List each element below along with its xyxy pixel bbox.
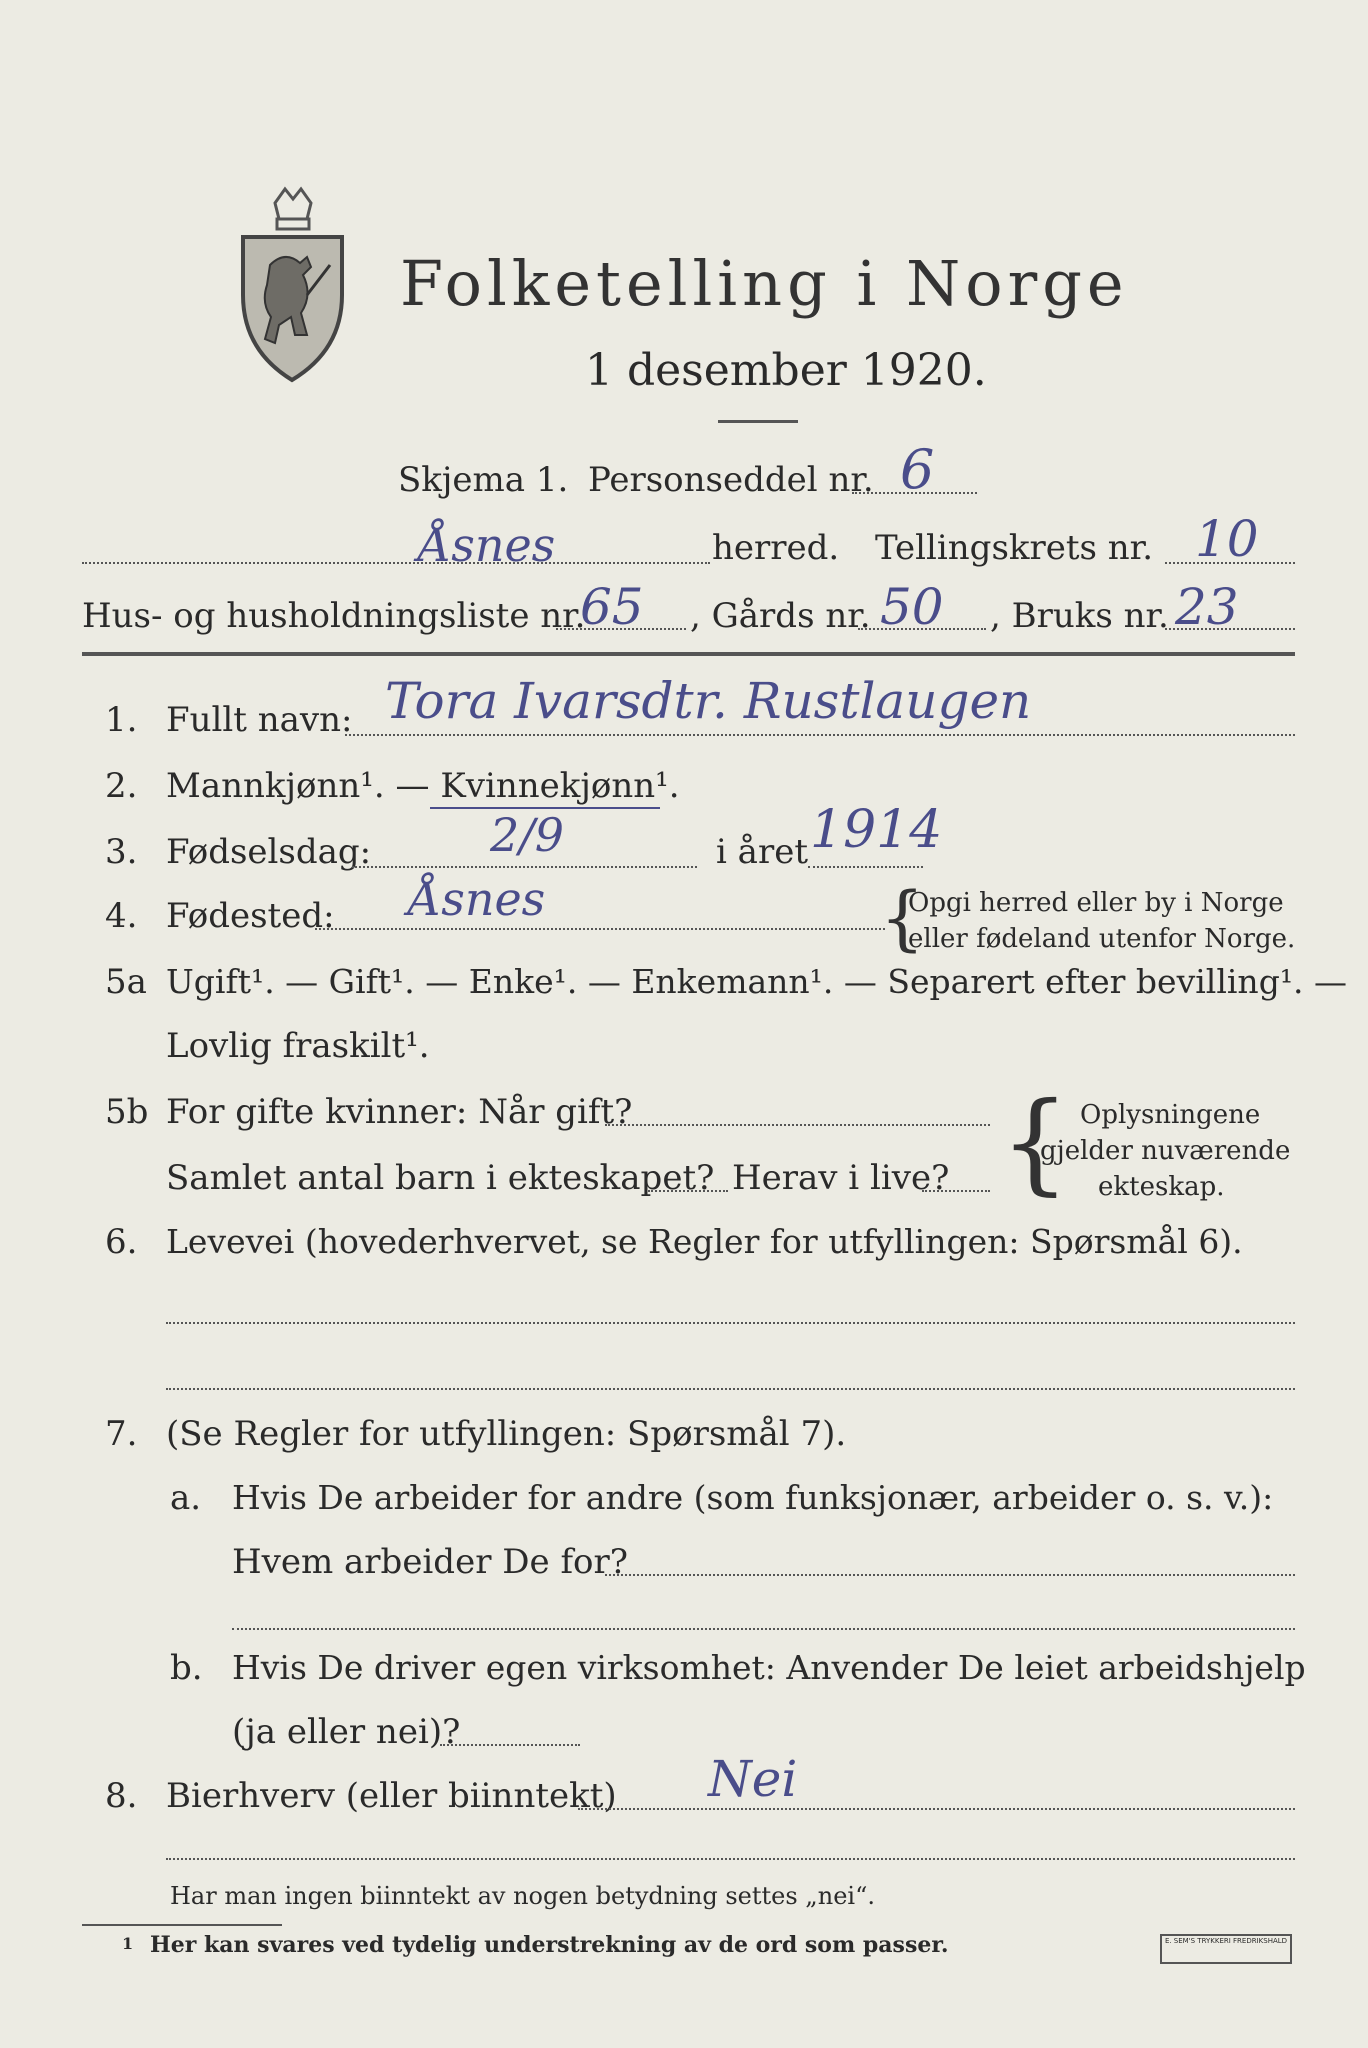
q4-line (315, 928, 885, 930)
q4-number: 4. (105, 896, 138, 936)
q6-line2 (166, 1388, 1295, 1390)
tellingskrets-label: Tellingskrets nr. (875, 528, 1154, 568)
gards-value: 50 (880, 578, 944, 636)
q5b-when-line (605, 1124, 990, 1126)
q8-line (578, 1808, 1295, 1810)
tellingskrets-value: 10 (1195, 510, 1259, 568)
footnote-mark: 1 (122, 1934, 134, 1953)
skjema-label: Skjema 1. (398, 460, 569, 500)
personseddel-label: Personseddel nr. (588, 460, 874, 500)
q3-label: Fødselsdag: (166, 832, 372, 872)
q5b-alive-line (922, 1190, 990, 1192)
q1-line (345, 734, 1295, 736)
q4-value: Åsnes (408, 872, 546, 926)
q4-note-line2: eller fødeland utenfor Norge. (908, 924, 1296, 954)
herred-line (82, 562, 710, 564)
header-divider (82, 652, 1295, 656)
q8-label: Bierhverv (eller biinntekt) (166, 1776, 617, 1816)
hus-label: Hus- og husholdningsliste nr. (82, 596, 586, 636)
q1-label: Fullt navn: (166, 700, 353, 740)
q2-label: Mannkjønn¹. — Kvinnekjønn¹. (166, 766, 680, 806)
q7-number: 7. (105, 1414, 138, 1454)
q5a-line1: Ugift¹. — Gift¹. — Enke¹. — Enkemann¹. — Separert efter bevilling¹. — (166, 962, 1348, 1001)
q3-line (352, 866, 697, 868)
q3-year-line (808, 866, 923, 868)
q7b-line1: Hvis De driver egen virksomhet: Anvender De leiet arbeidshjelp (232, 1648, 1306, 1687)
q4-note-line1: Opgi herred eller by i Norge (908, 888, 1284, 918)
q3-number: 3. (105, 832, 138, 872)
footer-note: Har man ingen biinntekt av nogen betydning settes „nei“. (170, 1882, 875, 1910)
q8-value: Nei (708, 1750, 798, 1808)
q1-number: 1. (105, 700, 138, 740)
q5a-line2: Lovlig fraskilt¹. (166, 1026, 430, 1066)
q8-number: 8. (105, 1776, 138, 1816)
q7a-letter: a. (170, 1478, 202, 1518)
norwegian-coat-of-arms-icon (235, 185, 350, 385)
census-date: 1 desember 1920. (585, 345, 987, 396)
herred-value: Åsnes (418, 518, 556, 572)
q7-label: (Se Regler for utfyllingen: Spørsmål 7). (166, 1414, 847, 1454)
q6-line1 (166, 1322, 1295, 1324)
q3-year-label: i året (716, 832, 808, 872)
q5b-number: 5b (105, 1092, 149, 1132)
q5b-line1: For gifte kvinner: Når gift? (166, 1092, 633, 1132)
title-divider (718, 420, 798, 423)
footnote-divider (82, 1924, 282, 1926)
q2-number: 2. (105, 766, 138, 806)
q4-label: Fødested: (166, 896, 335, 936)
q7b-line2: (ja eller nei)? (232, 1712, 461, 1752)
q5b-note-line3: ekteskap. (1098, 1172, 1225, 1202)
q5a-number: 5a (105, 962, 147, 1002)
hus-value: 65 (580, 578, 644, 636)
bruks-label: , Bruks nr. (990, 596, 1169, 636)
q6-number: 6. (105, 1222, 138, 1262)
q6-label: Levevei (hovederhvervet, se Regler for utfyllingen: Spørsmål 6). (166, 1222, 1243, 1261)
herred-label: herred. (712, 528, 840, 568)
q7a-line2: Hvem arbeider De for? (232, 1542, 628, 1582)
printer-stamp-text: E. SEM'S TRYKKERI FREDRIKSHALD (1164, 1937, 1288, 1945)
q5b-note-brace: { (1000, 1078, 1070, 1206)
q7b-letter: b. (170, 1648, 203, 1688)
q3-value: 2/9 (490, 808, 565, 862)
q5b-note-line1: Oplysningene (1080, 1100, 1261, 1130)
q1-value: Tora Ivarsdtr. Rustlaugen (385, 672, 1032, 730)
gards-label: , Gårds nr. (690, 596, 871, 636)
q7b-line (440, 1744, 580, 1746)
q4-note-brace: { (880, 877, 925, 959)
q7a-extra-line (232, 1628, 1295, 1630)
q8-extra-line (166, 1858, 1295, 1860)
q5b-line2a: Samlet antal barn i ekteskapet? (166, 1158, 715, 1198)
q7a-line1: Hvis De arbeider for andre (som funksjonær, arbeider o. s. v.): (232, 1478, 1274, 1517)
q3-year-value: 1914 (810, 800, 943, 860)
personseddel-value: 6 (900, 438, 935, 501)
printer-stamp (1160, 1934, 1292, 1964)
form-title: Folketelling i Norge (400, 247, 1129, 320)
q7a-line (605, 1574, 1295, 1576)
footnote-text: Her kan svares ved tydelig understrekning av de ord som passer. (150, 1932, 949, 1958)
bruks-value: 23 (1175, 578, 1239, 636)
q5b-line2b: Herav i live? (732, 1158, 950, 1198)
q5b-children-line (648, 1190, 728, 1192)
q5b-note-line2: gjelder nuværende (1040, 1136, 1291, 1166)
